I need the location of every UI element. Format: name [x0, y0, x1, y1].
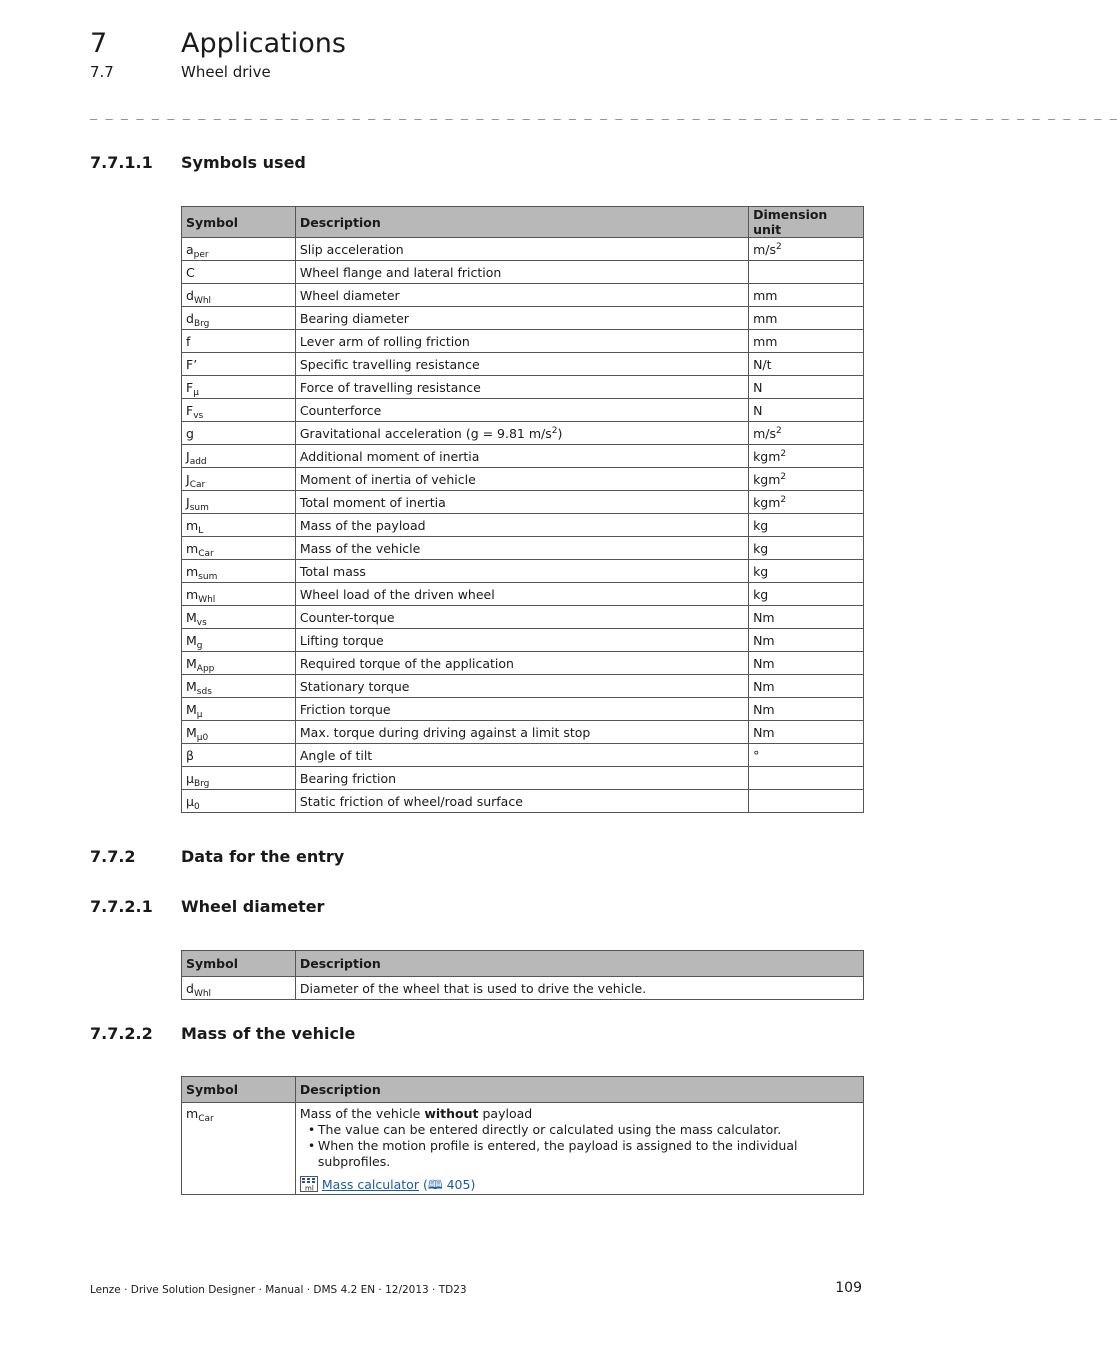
- unit-cell: kgm$^2$: [749, 491, 864, 514]
- unit-cell: N: [749, 399, 864, 422]
- table-row: [182, 261, 864, 284]
- table-row: [182, 445, 864, 468]
- table-row: [182, 744, 864, 767]
- table-row: [182, 977, 864, 1000]
- bullet-item: • The value can be entered directly or calculated using the mass calculator.: [308, 1122, 859, 1138]
- table-row: [182, 583, 864, 606]
- description-cell: Counterforce: [295, 399, 748, 422]
- col-header-description: Description: [295, 1077, 863, 1103]
- table-row: [182, 629, 864, 652]
- symbol-cell: g: [182, 422, 296, 445]
- table-row: [182, 353, 864, 376]
- description-cell: Required torque of the application: [295, 652, 748, 675]
- description-cell: Specific travelling resistance: [295, 353, 748, 376]
- table-row: [182, 468, 864, 491]
- col-header-description: Description: [295, 951, 863, 977]
- table-header-row: [182, 951, 864, 977]
- book-icon: 🕮: [427, 1177, 443, 1192]
- table-row: [182, 491, 864, 514]
- description-cell: Force of travelling resistance: [295, 376, 748, 399]
- description-cell: Wheel flange and lateral friction: [295, 261, 748, 284]
- symbol-cell: µ$_0$: [182, 790, 296, 813]
- description-cell: Bearing friction: [295, 767, 748, 790]
- description-cell: Wheel load of the driven wheel: [295, 583, 748, 606]
- table-row: [182, 698, 864, 721]
- table-row: [182, 1103, 864, 1195]
- description-cell: Max. torque during driving against a limit stop: [295, 721, 748, 744]
- heading-number: 7.7.2: [90, 847, 136, 866]
- description-cell: Slip acceleration: [295, 238, 748, 261]
- unit-cell: mm: [749, 330, 864, 353]
- col-header-symbol: Symbol: [182, 207, 296, 238]
- unit-cell: $m/s^2$: [749, 238, 864, 261]
- symbol-cell: $M_{sds}$: [182, 675, 296, 698]
- bullet-item: • When the motion profile is entered, the payload is assigned to the individual subprofiles.: [308, 1138, 859, 1170]
- description-cell: [295, 1103, 863, 1195]
- unit-cell: kg: [749, 583, 864, 606]
- table-row: [182, 675, 864, 698]
- description-cell: Lever arm of rolling friction: [295, 330, 748, 353]
- section-number: 7.7: [90, 63, 114, 81]
- unit-cell: °: [749, 744, 864, 767]
- symbol-cell: $F_\mu$: [182, 376, 296, 399]
- unit-cell: Nm: [749, 721, 864, 744]
- description-cell: Mass of the vehicle: [295, 537, 748, 560]
- symbol-cell: $M_{vs}$: [182, 606, 296, 629]
- symbol-cell: $F_{vs}$: [182, 399, 296, 422]
- description-cell: Friction torque: [295, 698, 748, 721]
- table-row: [182, 399, 864, 422]
- table-row: [182, 560, 864, 583]
- symbol-cell: $m_{Car}$: [182, 1103, 296, 1195]
- unit-cell: [749, 790, 864, 813]
- page-reference[interactable]: (🕮 405): [422, 1177, 476, 1192]
- symbol-cell: F’: [182, 353, 296, 376]
- table-row: [182, 307, 864, 330]
- symbol-cell: $a_{per}$: [182, 238, 296, 261]
- heading-number: 7.7.2.2: [90, 1024, 153, 1043]
- heading-number: 7.7.1.1: [90, 153, 153, 172]
- table-row: [182, 376, 864, 399]
- mass-calculator-icon: [300, 1176, 318, 1192]
- unit-cell: Nm: [749, 606, 864, 629]
- symbol-cell: $M_{App}$: [182, 652, 296, 675]
- unit-cell: kg: [749, 514, 864, 537]
- svg-text:ml: ml: [304, 1184, 314, 1193]
- mass-calculator-reference: [300, 1176, 859, 1194]
- table-row: [182, 514, 864, 537]
- unit-cell: mm: [749, 284, 864, 307]
- symbol-cell: β: [182, 744, 296, 767]
- table-row: [182, 790, 864, 813]
- table-row: [182, 284, 864, 307]
- mass-calculator-link[interactable]: Mass calculator: [321, 1177, 419, 1192]
- symbol-cell: $M_{\mu 0}$: [182, 721, 296, 744]
- description-text: Mass of the vehicle without payload: [299, 1106, 533, 1121]
- symbol-cell: $d_{Brg}$: [182, 307, 296, 330]
- symbols-table: [181, 206, 864, 813]
- col-header-unit: Dimension unit: [749, 207, 864, 238]
- description-bullets: [300, 1122, 859, 1170]
- heading-title: Data for the entry: [181, 847, 345, 866]
- unit-cell: N/t: [749, 353, 864, 376]
- heading-number: 7.7.2.1: [90, 897, 153, 916]
- unit-cell: [749, 261, 864, 284]
- description-cell: Diameter of the wheel that is used to drive the vehicle.: [295, 977, 863, 1000]
- unit-cell: Nm: [749, 698, 864, 721]
- table-header-row: [182, 207, 864, 238]
- unit-cell: Nm: [749, 675, 864, 698]
- unit-cell: [749, 767, 864, 790]
- symbol-cell: $m_{Car}$: [182, 537, 296, 560]
- col-header-symbol: Symbol: [182, 1077, 296, 1103]
- chapter-title: Applications: [181, 28, 346, 59]
- description-cell: Wheel diameter: [295, 284, 748, 307]
- heading-title: Wheel diameter: [181, 897, 325, 916]
- table-row: [182, 652, 864, 675]
- table-row: [182, 606, 864, 629]
- symbol-cell: $m_{Whl}$: [182, 583, 296, 606]
- table-row: [182, 330, 864, 353]
- description-cell: Stationary torque: [295, 675, 748, 698]
- heading-title: Symbols used: [181, 153, 306, 172]
- symbol-cell: $M_g$: [182, 629, 296, 652]
- symbol-cell: $J_{Car}$: [182, 468, 296, 491]
- table-row: [182, 422, 864, 445]
- table-header-row: [182, 1077, 864, 1103]
- description-cell: Moment of inertia of vehicle: [295, 468, 748, 491]
- symbol-cell: f: [182, 330, 296, 353]
- description-cell: Static friction of wheel/road surface: [295, 790, 748, 813]
- table-row: [182, 721, 864, 744]
- symbol-cell: $m_{sum}$: [182, 560, 296, 583]
- symbol-cell: $M_\mu$: [182, 698, 296, 721]
- symbol-cell: $d_{Whl}$: [182, 977, 296, 1000]
- table-row: [182, 537, 864, 560]
- symbol-cell: $J_{add}$: [182, 445, 296, 468]
- header-separator: _ _ _ _ _ _ _ _ _ _ _ _ _ _ _ _ _ _ _ _ _ _ _ _ _ _ _ _ _ _ _ _ _ _ _ _ _ _ _ _ _ _ _ _ _ _ _ _ _ _ _ _ _ _ _ _ _ _ _ _ _ _ _ _ _ _ _: [90, 106, 1117, 120]
- col-header-description: Description: [295, 207, 748, 238]
- description-cell: Angle of tilt: [295, 744, 748, 767]
- heading-title: Mass of the vehicle: [181, 1024, 356, 1043]
- col-header-symbol: Symbol: [182, 951, 296, 977]
- symbols-table-body: [182, 238, 864, 813]
- unit-cell: Nm: [749, 652, 864, 675]
- symbol-cell: $m_L$: [182, 514, 296, 537]
- unit-cell: kgm$^2$: [749, 468, 864, 491]
- symbol-cell: µ$_{Brg}$: [182, 767, 296, 790]
- symbol-cell: C: [182, 261, 296, 284]
- unit-cell: kg: [749, 537, 864, 560]
- description-cell: Mass of the payload: [295, 514, 748, 537]
- table-row: [182, 767, 864, 790]
- mass-vehicle-table: [181, 1076, 864, 1195]
- wheel-diameter-table: [181, 950, 864, 1000]
- description-cell: Gravitational acceleration (g = 9.81 $m/s^2$): [295, 422, 748, 445]
- unit-cell: $m/s^2$: [749, 422, 864, 445]
- unit-cell: kgm$^2$: [749, 445, 864, 468]
- unit-cell: kg: [749, 560, 864, 583]
- description-cell: Additional moment of inertia: [295, 445, 748, 468]
- unit-cell: mm: [749, 307, 864, 330]
- chapter-number: 7: [90, 28, 108, 59]
- description-cell: Total moment of inertia: [295, 491, 748, 514]
- description-cell: Counter-torque: [295, 606, 748, 629]
- symbol-cell: $d_{Whl}$: [182, 284, 296, 307]
- page-number: 109: [835, 1280, 862, 1296]
- section-title: Wheel drive: [181, 63, 271, 81]
- description-cell: Bearing diameter: [295, 307, 748, 330]
- description-cell: Total mass: [295, 560, 748, 583]
- symbol-cell: $J_{sum}$: [182, 491, 296, 514]
- unit-cell: Nm: [749, 629, 864, 652]
- description-cell: Lifting torque: [295, 629, 748, 652]
- table-row: [182, 238, 864, 261]
- footer-text: Lenze · Drive Solution Designer · Manual · DMS 4.2 EN · 12/2013 · TD23: [90, 1284, 467, 1296]
- unit-cell: N: [749, 376, 864, 399]
